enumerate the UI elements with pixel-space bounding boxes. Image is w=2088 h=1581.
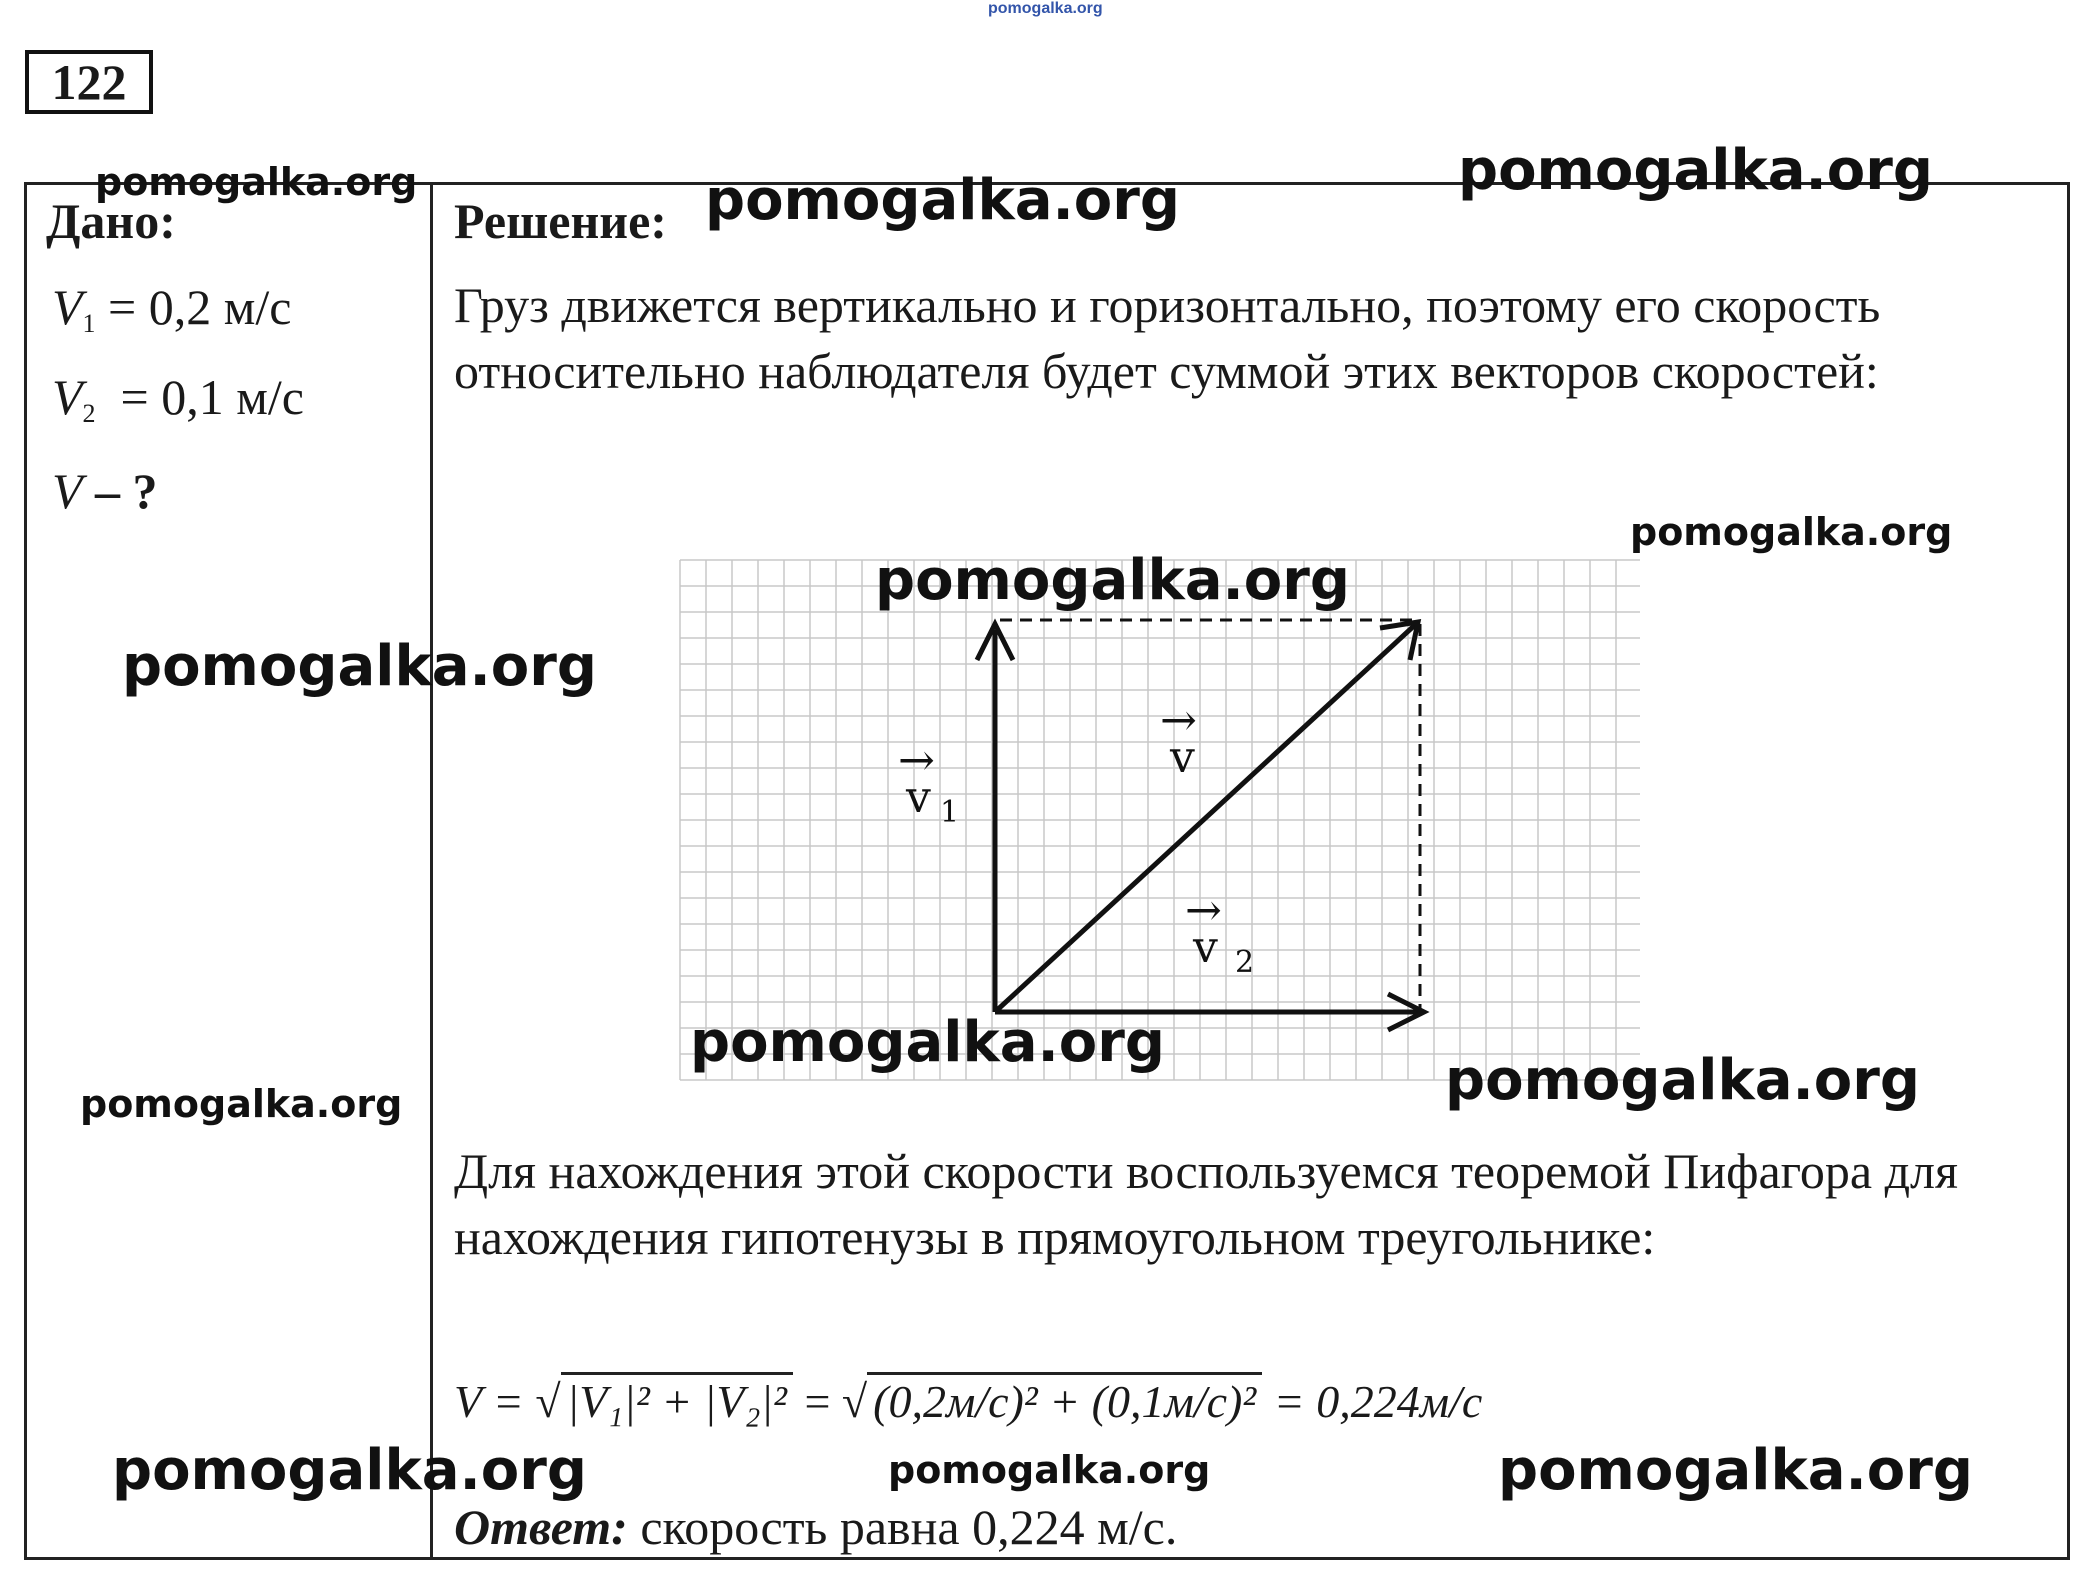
watermark: pomogalka.org: [1630, 510, 1953, 554]
v1-label: v: [906, 772, 931, 823]
watermark: pomogalka.org: [1498, 1438, 1973, 1503]
given-v1-var: V: [52, 279, 83, 335]
given-unknown-dash: –: [82, 463, 133, 519]
column-divider: [430, 182, 433, 1560]
given-unknown-var: V: [52, 463, 83, 519]
watermark: pomogalka.org: [122, 634, 597, 699]
v1-arrow-glyph: →: [898, 735, 935, 786]
formula-equals: =: [792, 1376, 842, 1427]
given-title: Дано:: [46, 193, 176, 249]
vector-diagram: [640, 550, 1680, 1090]
formula-lhs: V =: [454, 1376, 524, 1427]
given-unknown: [52, 462, 158, 520]
site-mark: pomogalka.org: [988, 0, 1103, 17]
watermark: pomogalka.org: [690, 1010, 1165, 1075]
given-v1: [52, 278, 291, 339]
problem-number: 122: [25, 50, 153, 114]
sqrt-symbol-1: √: [535, 1376, 561, 1427]
given-unknown-question: ?: [132, 463, 158, 519]
watermark: pomogalka.org: [112, 1438, 587, 1503]
watermark: pomogalka.org: [1445, 1048, 1920, 1113]
answer-text: скорость равна 0,224 м/с.: [627, 1499, 1178, 1555]
watermark: pomogalka.org: [95, 160, 418, 204]
v-label: v: [1170, 732, 1195, 783]
formula-radicand-2: (0,2м/с)² + (0,1м/с)²: [867, 1372, 1262, 1428]
v1-label-sub: 1: [940, 795, 960, 830]
v2-label: v: [1193, 922, 1218, 973]
given-v2-sub: 2: [82, 399, 96, 428]
pythagoras-formula: [454, 1372, 1482, 1428]
solution-title: Решение:: [454, 193, 667, 249]
solution-paragraph-2: Для нахождения этой скорости воспользуемся теоремой Пифагора для нахождения гипотенузы в прямоугольном треугольнике:: [454, 1143, 1959, 1265]
watermark: pomogalka.org: [1458, 138, 1933, 203]
given-v2: [52, 368, 304, 429]
v-arrow-glyph: →: [1160, 695, 1197, 746]
v2-arrow-glyph: →: [1185, 885, 1222, 936]
answer-label: Ответ:: [454, 1499, 628, 1555]
watermark: pomogalka.org: [80, 1082, 403, 1126]
given-v1-sub: 1: [82, 309, 96, 338]
solution-paragraph-1: Груз движется вертикально и горизонтально, поэтому его скорость относительно наблюдателя будет суммой этих векторов скоростей:: [454, 277, 1881, 399]
answer: [454, 1498, 1177, 1556]
given-v2-var: V: [52, 369, 83, 425]
watermark: pomogalka.org: [888, 1448, 1211, 1492]
grid-lines: [680, 560, 1640, 1080]
given-v1-value: = 0,2 м/с: [95, 279, 292, 335]
formula-radicand-1: |V₁|² + |V₂|²: [561, 1372, 793, 1428]
sqrt-symbol-2: √: [841, 1376, 868, 1427]
watermark: pomogalka.org: [875, 548, 1350, 613]
formula-result: = 0,224м/с: [1262, 1376, 1483, 1427]
given-v2-value: = 0,1 м/с: [95, 369, 304, 425]
watermark: pomogalka.org: [705, 168, 1180, 233]
v2-label-sub: 2: [1235, 945, 1255, 980]
